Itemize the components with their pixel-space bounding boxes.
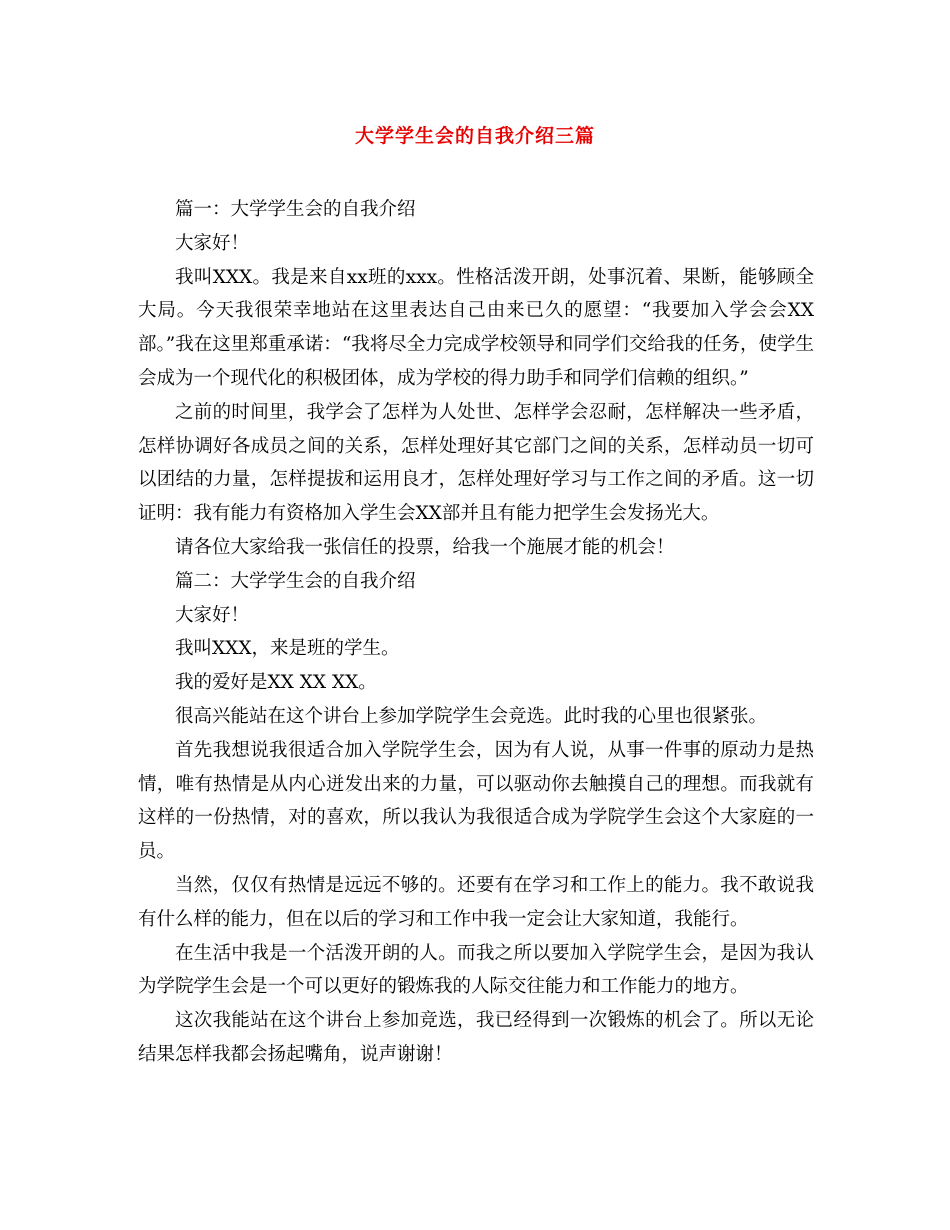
body-paragraph: 首先我想说我很适合加入学院学生会，因为有人说，从事一件事的原动力是热情，唯有热情是从内心迸发出来的力量，可以驱动你去触摸自己的理想。而我就有这样的一份热情，对的喜欢，所以我认为我很适合成为学院学生会这个大家庭的一员。	[138, 739, 814, 863]
greeting-paragraph: 大家好！	[175, 604, 250, 626]
section-heading-2: 篇二：大学学生会的自我介绍	[175, 570, 416, 592]
body-paragraph: 这次我能站在这个讲台上参加竞选，我已经得到一次锻炼的机会了。所以无论结果怎样我都会扬起嘴角，说声谢谢！	[138, 1010, 814, 1065]
section-heading-1: 篇一：大学学生会的自我介绍	[175, 199, 416, 220]
body-paragraph: 我叫XXX。我是来自xx班的xxx。性格活泼开朗，处事沉着、果断，能够顾全大局。今天我很荣幸地站在这里表达自己由来已久的愿望：“我要加入学会会XX部。”我在这里郑重承诺：“我将尽全力完成学校领导和同学们交给我的任务，使学生会成为一个现代化的积极团体，成为学校的得力助手和同学们信赖的组织。”	[138, 266, 814, 389]
body-paragraph: 我的爱好是XX XX XX。	[175, 672, 377, 694]
body-paragraph: 我叫XXX，来是班的学生。	[175, 638, 400, 660]
body-paragraph: 当然，仅仅有热情是远远不够的。还要有在学习和工作上的能力。我不敢说我有什么样的能力，但在以后的学习和工作中我一定会让大家知道，我能行。	[138, 874, 814, 930]
body-paragraph: 之前的时间里，我学会了怎样为人处世、怎样学会忍耐，怎样解决一些矛盾，怎样协调好各成员之间的关系，怎样处理好其它部门之间的关系，怎样动员一切可以团结的力量，怎样提拔和运用良才，怎样处理好学习与工作之间的矛盾。这一切证明：我有能力有资格加入学生会XX部并且有能力把学生会发扬光大。	[138, 401, 814, 525]
body-paragraph: 在生活中我是一个活泼开朗的人。而我之所以要加入学院学生会，是因为我认为学院学生会是一个可以更好的锻炼我的人际交往能力和工作能力的地方。	[138, 942, 814, 998]
document-body	[138, 193, 814, 1072]
greeting-paragraph: 大家好！	[175, 232, 250, 254]
body-paragraph: 请各位大家给我一张信任的投票，给我一个施展才能的机会！	[175, 536, 675, 558]
body-paragraph: 很高兴能站在这个讲台上参加学院学生会竞选。此时我的心里也很紧张。	[175, 705, 768, 727]
document-title: 大学学生会的自我介绍三篇	[354, 125, 595, 147]
